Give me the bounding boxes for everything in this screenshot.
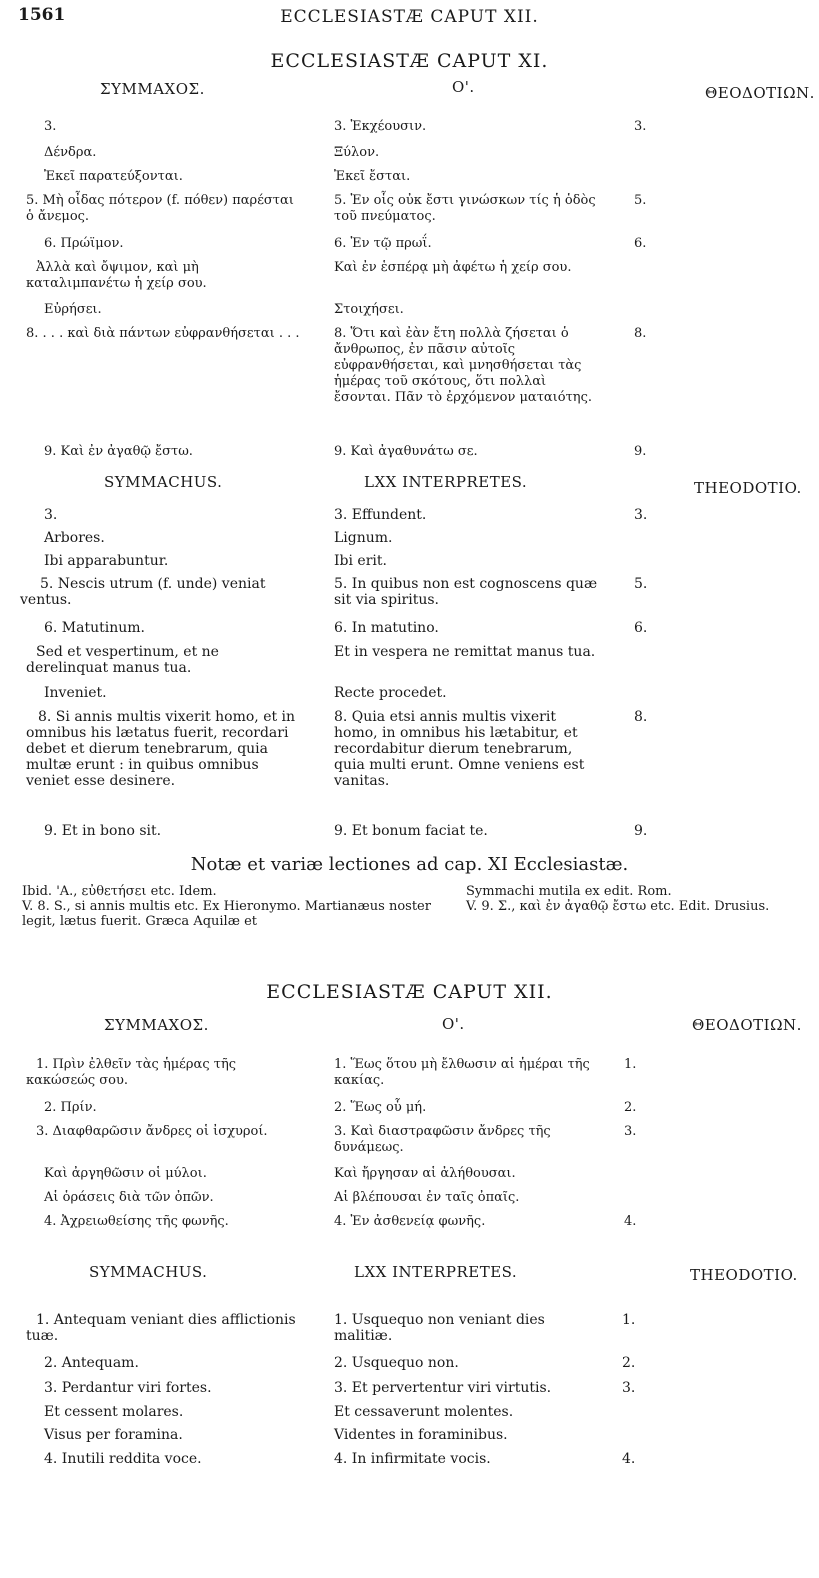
lxx-cell: Videntes in foraminibus.	[334, 1427, 508, 1443]
lxx-cell: Στοιχήσει.	[334, 302, 404, 317]
symmachus-cell: 2. Antequam.	[44, 1355, 139, 1371]
symmachus-cell: Ἀλλὰ καὶ ὄψιμον, καὶ μὴ καταλιμπανέτω ἡ χείρ σου.	[26, 260, 207, 291]
theodotion-cell: 5.	[634, 576, 648, 592]
symmachus-cell: 3.	[44, 507, 58, 523]
theodotion-cell: 9.	[634, 823, 648, 839]
lxx-cell: Ibi erit.	[334, 553, 387, 569]
symmachus-cell: Εὐρήσει.	[44, 302, 102, 317]
symmachus-cell: 1. Πρὶν ἐλθεῖν τὰς ἡμέρας τῆς κακώσεώς σου.	[26, 1057, 237, 1088]
theodotion-cell: 4.	[624, 1214, 637, 1229]
lxx-cell: Recte procedet.	[334, 685, 447, 701]
ch11-greek-header-theodotion: ΘΕΟΔΟΤΙΩΝ.	[705, 84, 815, 102]
lxx-cell: 2. Ἕως οὗ μή.	[334, 1100, 427, 1115]
symmachus-cell: Sed et vespertinum, et ne derelinquat manus tua.	[26, 644, 219, 676]
symmachus-cell: 8. Si annis multis vixerit homo, et in omnibus his lætatus fuerit, recordari debet et dierum tenebrarum, quia multæ erunt : in quibus omnibus veniet esse desinere.	[26, 709, 296, 789]
theodotion-cell: 1.	[624, 1057, 637, 1072]
symmachus-cell: Ibi apparabuntur.	[44, 553, 169, 569]
notes-right-column: Symmachi mutila ex edit. Rom. V. 9. Σ., καὶ ἐν ἀγαθῷ ἔστω etc. Edit. Drusius.	[466, 884, 770, 914]
lxx-cell: Αἱ βλέπουσαι ἐν ταῖς ὀπαῖς.	[334, 1190, 520, 1205]
lxx-cell: Καὶ ἤργησαν αἱ ἀλήθουσαι.	[334, 1166, 516, 1181]
ch12-latin-header-symmachus: SYMMACHUS.	[89, 1263, 208, 1281]
ch11-greek-header-symmachus: ΣΥΜΜΑΧΟΣ.	[100, 80, 205, 98]
symmachus-cell: 4. Inutili reddita voce.	[44, 1451, 202, 1467]
lxx-cell: 6. Ἐν τῷ πρωΐ.	[334, 236, 432, 251]
symmachus-cell: Καὶ ἀργηθῶσιν οἱ μύλοι.	[44, 1166, 207, 1181]
theodotion-cell: 4.	[622, 1451, 636, 1467]
symmachus-cell: 5. Μὴ οἶδας πότερον (f. πόθεν) παρέσται ὁ ἄνεμος.	[26, 193, 294, 224]
symmachus-cell: 6. Matutinum.	[44, 620, 145, 636]
notes-title: Notæ et variæ lectiones ad cap. XI Ecclesiastæ.	[190, 854, 629, 875]
symmachus-cell: Δένδρα.	[44, 145, 97, 160]
symmachus-cell: Αἱ ὁράσεις διὰ τῶν ὀπῶν.	[44, 1190, 214, 1205]
theodotion-cell: 3.	[634, 507, 648, 523]
lxx-cell: 9. Καὶ ἀγαθυνάτω σε.	[334, 444, 478, 459]
lxx-cell: Et in vespera ne remittat manus tua.	[334, 644, 596, 660]
lxx-cell: 5. Ἐν οἷς οὐκ ἔστι γινώσκων τίς ἡ ὁδὸς τοῦ πνεύματος.	[334, 193, 596, 224]
page-number: 1561	[18, 5, 66, 25]
lxx-cell: 3. Καὶ διαστραφῶσιν ἄνδρες τῆς δυνάμεως.	[334, 1124, 551, 1155]
symmachus-cell: 1. Antequam veniant dies afflictionis tuæ.	[26, 1312, 296, 1344]
theodotion-cell: 3.	[624, 1124, 637, 1139]
symmachus-cell: Ἐκεῖ παρατεύξονται.	[44, 169, 183, 184]
theodotion-cell: 1.	[622, 1312, 636, 1328]
ch11-latin-header-symmachus: SYMMACHUS.	[104, 473, 223, 491]
theodotion-cell: 5.	[634, 193, 647, 208]
lxx-cell: 4. In infirmitate vocis.	[334, 1451, 491, 1467]
ch12-greek-header-symmachus: ΣΥΜΜΑΧΟΣ.	[104, 1016, 209, 1034]
symmachus-cell: 3.	[44, 119, 57, 134]
theodotion-cell: 3.	[634, 119, 647, 134]
lxx-cell: 1. Usquequo non veniant dies malitiæ.	[334, 1312, 545, 1344]
ch11-latin-header-theodotio: THEODOTIO.	[694, 479, 802, 497]
theodotion-cell: 6.	[634, 236, 647, 251]
lxx-cell: 4. Ἐν ἀσθενείᾳ φωνῆς.	[334, 1214, 486, 1229]
theodotion-cell: 8.	[634, 709, 648, 725]
chapter-11-title: ECCLESIASTÆ CAPUT XI.	[270, 50, 549, 72]
lxx-cell: Ξύλον.	[334, 145, 380, 160]
ch11-latin-header-lxx: LXX INTERPRETES.	[364, 473, 528, 491]
ch12-latin-header-lxx: LXX INTERPRETES.	[354, 1263, 518, 1281]
running-head: ECCLESIASTÆ CAPUT XII.	[280, 7, 539, 27]
symmachus-cell: 6. Πρώϊμον.	[44, 236, 124, 251]
theodotion-cell: 2.	[622, 1355, 636, 1371]
lxx-cell: Ἐκεῖ ἔσται.	[334, 169, 411, 184]
symmachus-cell: 5. Nescis utrum (f. unde) veniat ventus.	[20, 576, 266, 608]
symmachus-cell: Et cessent molares.	[44, 1404, 184, 1420]
theodotion-cell: 3.	[622, 1380, 636, 1396]
theodotion-cell: 6.	[634, 620, 648, 636]
symmachus-cell: Arbores.	[44, 530, 105, 546]
lxx-cell: 3. Ἐκχέουσιν.	[334, 119, 427, 134]
symmachus-cell: 9. Et in bono sit.	[44, 823, 162, 839]
symmachus-cell: Visus per foramina.	[44, 1427, 183, 1443]
ch12-latin-header-theodotio: THEODOTIO.	[690, 1266, 798, 1284]
ch11-greek-header-lxx: Ο'.	[452, 78, 475, 96]
lxx-cell: Et cessaverunt molentes.	[334, 1404, 514, 1420]
lxx-cell: 3. Effundent.	[334, 507, 427, 523]
symmachus-cell: 3. Perdantur viri fortes.	[44, 1380, 212, 1396]
ch12-greek-header-lxx: Ο'.	[442, 1015, 465, 1033]
lxx-cell: 8. Quia etsi annis multis vixerit homo, in omnibus his lætabitur, et recordabitur dierum tenebrarum, quia multi erunt. Omne veniens est vanitas.	[334, 709, 585, 789]
lxx-cell: 1. Ἕως ὅτου μὴ ἔλθωσιν αἱ ἡμέραι τῆς κακίας.	[334, 1057, 590, 1088]
ch12-greek-header-theodotion: ΘΕΟΔΟΤΙΩΝ.	[692, 1016, 802, 1034]
lxx-cell: Lignum.	[334, 530, 393, 546]
symmachus-cell: 9. Καὶ ἐν ἀγαθῷ ἔστω.	[44, 444, 193, 459]
symmachus-cell: Inveniet.	[44, 685, 107, 701]
theodotion-cell: 9.	[634, 444, 647, 459]
lxx-cell: 8. Ὅτι καὶ ἐὰν ἔτη πολλὰ ζήσεται ὁ ἄνθρωπος, ἐν πᾶσιν αὐτοῖς εὐφρανθήσεται, καὶ μνησθήσεται τὰς ἡμέρας τοῦ σκότους, ὅτι πολλαὶ ἔσονται. Πᾶν τὸ ἐρχόμενον ματαιότης.	[334, 326, 593, 405]
lxx-cell: 9. Et bonum faciat te.	[334, 823, 488, 839]
lxx-cell: 3. Et pervertentur viri virtutis.	[334, 1380, 552, 1396]
lxx-cell: Καὶ ἐν ἑσπέρᾳ μὴ ἀφέτω ἡ χείρ σου.	[334, 260, 572, 275]
symmachus-cell: 3. Διαφθαρῶσιν ἄνδρες οἱ ἰσχυροί.	[36, 1124, 268, 1139]
symmachus-cell: 2. Πρίν.	[44, 1100, 97, 1115]
chapter-12-title: ECCLESIASTÆ CAPUT XII.	[266, 981, 553, 1003]
theodotion-cell: 8.	[634, 326, 647, 341]
symmachus-cell: 4. Ἀχρειωθείσης τῆς φωνῆς.	[44, 1214, 229, 1229]
lxx-cell: 5. In quibus non est cognoscens quæ sit via spiritus.	[334, 576, 598, 608]
lxx-cell: 2. Usquequo non.	[334, 1355, 459, 1371]
theodotion-cell: 2.	[624, 1100, 637, 1115]
lxx-cell: 6. In matutino.	[334, 620, 439, 636]
symmachus-cell: 8. . . . καὶ διὰ πάντων εὐφρανθήσεται . . .	[26, 326, 300, 341]
notes-left-column: Ibid. 'A., εὐθετήσει etc. Idem. V. 8. S., si annis multis etc. Ex Hieronymo. Martianæus noster legit, lætus fuerit. Græca Aquilæ et	[22, 884, 431, 929]
